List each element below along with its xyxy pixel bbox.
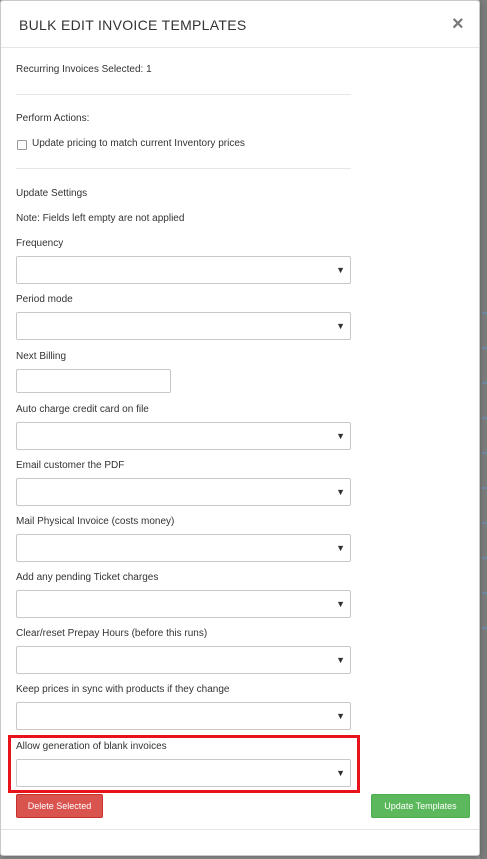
- background-link-fragment: [482, 627, 487, 629]
- pending-ticket-label: Add any pending Ticket charges: [16, 572, 159, 583]
- chevron-down-icon: ▼: [336, 543, 345, 553]
- mail-physical-select[interactable]: [16, 534, 351, 562]
- delete-selected-button[interactable]: Delete Selected: [16, 794, 103, 818]
- reset-prepay-label: Clear/reset Prepay Hours (before this runs): [16, 628, 208, 639]
- update-templates-button[interactable]: Update Templates: [371, 794, 470, 818]
- next-billing-label: Next Billing: [16, 351, 67, 362]
- perform-actions-heading: Perform Actions:: [16, 113, 90, 124]
- modal-footer-divider: [1, 829, 479, 830]
- chevron-down-icon: ▼: [336, 487, 345, 497]
- frequency-label: Frequency: [16, 238, 64, 249]
- close-icon[interactable]: ×: [452, 13, 464, 35]
- background-page: [480, 0, 487, 859]
- period-mode-select[interactable]: [16, 312, 351, 340]
- modal-header: [1, 1, 479, 48]
- selected-count-value: 1: [146, 64, 152, 75]
- period-mode-label: Period mode: [16, 294, 73, 305]
- pending-ticket-select[interactable]: [16, 590, 351, 618]
- background-link-fragment: [482, 522, 487, 524]
- email-pdf-label: Email customer the PDF: [16, 460, 125, 471]
- chevron-down-icon: ▼: [336, 655, 345, 665]
- next-billing-input[interactable]: [16, 369, 171, 393]
- empty-fields-note: Note: Fields left empty are not applied: [16, 213, 185, 224]
- chevron-down-icon: ▼: [336, 768, 345, 778]
- selected-count-label: Recurring Invoices Selected:: [16, 64, 144, 75]
- sync-prices-label: Keep prices in sync with products if they change: [16, 684, 230, 695]
- background-link-fragment: [482, 417, 487, 419]
- chevron-down-icon: ▼: [336, 431, 345, 441]
- update-pricing-label[interactable]: Update pricing to match current Inventory prices: [32, 138, 245, 149]
- background-link-fragment: [482, 557, 487, 559]
- update-settings-heading: Update Settings: [16, 188, 88, 199]
- blank-invoices-select[interactable]: [16, 759, 351, 787]
- chevron-down-icon: ▼: [336, 711, 345, 721]
- background-link-fragment: [482, 452, 487, 454]
- mail-physical-label: Mail Physical Invoice (costs money): [16, 516, 175, 527]
- sync-prices-select[interactable]: [16, 702, 351, 730]
- modal-title: BULK EDIT INVOICE TEMPLATES: [19, 17, 247, 33]
- selected-count-row: [16, 64, 152, 75]
- update-pricing-checkbox[interactable]: [17, 140, 27, 150]
- background-link-fragment: [482, 382, 487, 384]
- auto-charge-label: Auto charge credit card on file: [16, 404, 149, 415]
- email-pdf-select[interactable]: [16, 478, 351, 506]
- divider: [16, 168, 351, 169]
- frequency-select[interactable]: [16, 256, 351, 284]
- background-link-fragment: [482, 592, 487, 594]
- reset-prepay-select[interactable]: [16, 646, 351, 674]
- background-link-fragment: [482, 487, 487, 489]
- background-link-fragment: [482, 312, 487, 314]
- chevron-down-icon: ▼: [336, 265, 345, 275]
- divider: [16, 94, 351, 95]
- auto-charge-select[interactable]: [16, 422, 351, 450]
- blank-invoices-label: Allow generation of blank invoices: [16, 741, 167, 752]
- chevron-down-icon: ▼: [336, 321, 345, 331]
- chevron-down-icon: ▼: [336, 599, 345, 609]
- background-link-fragment: [482, 347, 487, 349]
